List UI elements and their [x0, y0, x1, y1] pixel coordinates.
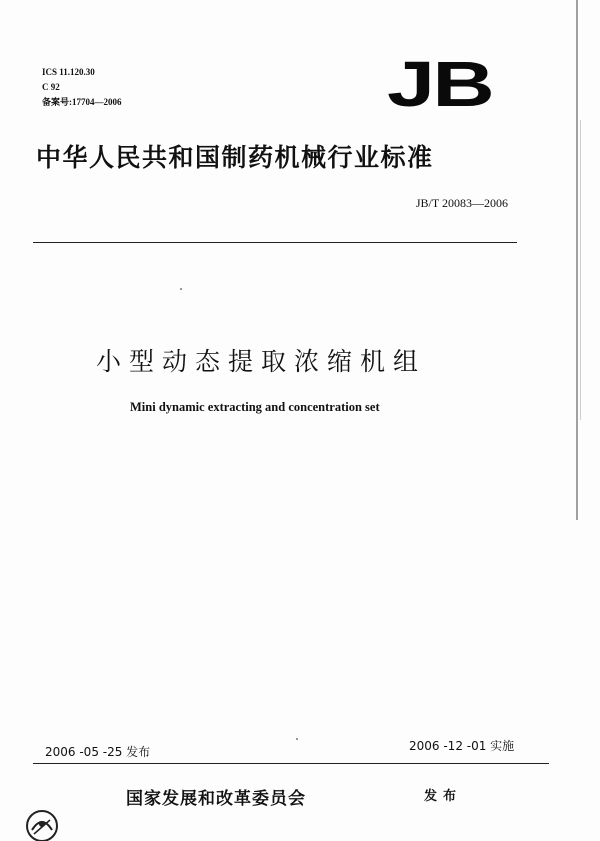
- publisher-emblem-icon: [22, 806, 62, 841]
- ccs-code: C 92: [42, 82, 60, 92]
- record-number: 备案号:17704—2006: [42, 97, 122, 107]
- scan-edge-mark: [576, 0, 578, 520]
- ics-code: ICS 11.120.30: [42, 67, 95, 77]
- scan-speck: [180, 288, 182, 290]
- effective-date: 2006 -12 -01 实施: [409, 739, 515, 753]
- scan-edge-mark-faint: [580, 120, 581, 420]
- bottom-divider: [33, 763, 549, 764]
- issue-date: 2006 -05 -25 发布: [45, 745, 151, 759]
- top-divider: [33, 242, 517, 243]
- publish-label: 发布: [424, 789, 463, 804]
- jb-logo: JB: [387, 48, 493, 120]
- standard-number: JB/T 20083—2006: [415, 196, 508, 210]
- standard-category-title: 中华人民共和国制药机械行业标准: [36, 143, 434, 172]
- document-title-chinese: 小型动态提取浓缩机组: [96, 347, 427, 376]
- classification-block: [42, 65, 122, 110]
- scan-speck: [296, 738, 298, 740]
- issuing-authority: 国家发展和改革委员会: [126, 789, 306, 809]
- document-title-english: Mini dynamic extracting and concentration set: [130, 400, 380, 414]
